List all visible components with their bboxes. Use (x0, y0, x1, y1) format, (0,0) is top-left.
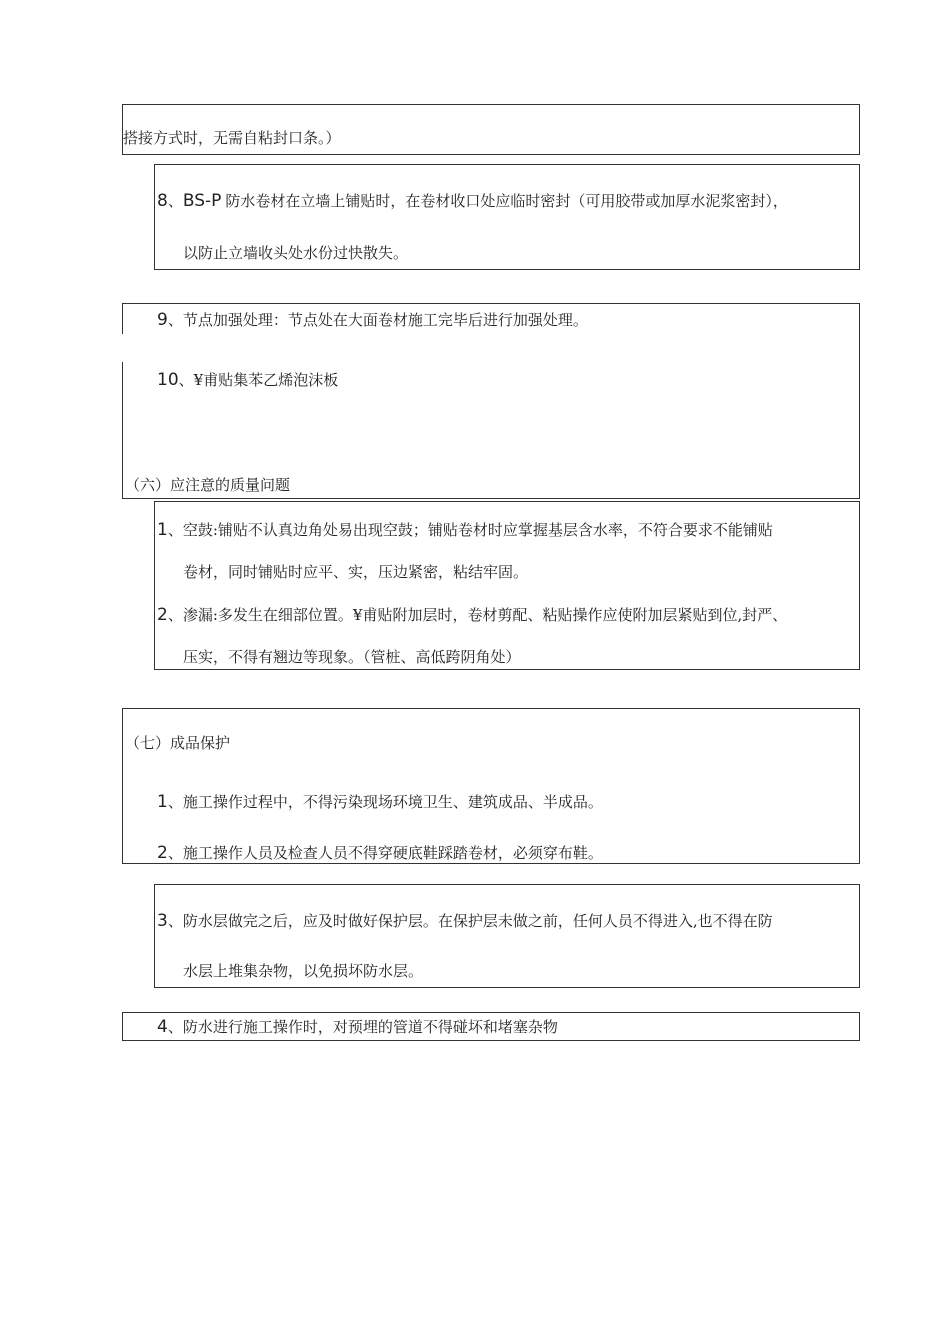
item-8-line1 (157, 191, 788, 211)
protection-item-2-text: 施工操作人员及检查人员不得穿硬底鞋踩踏卷材，必须穿布鞋。 (182, 844, 603, 862)
item-8-number: 8 (157, 191, 168, 211)
protection-item-3-separator: 、 (167, 912, 183, 930)
text-block-3 (122, 303, 860, 499)
block1-line1: 搭接方式时，无需自粘封口条。） (123, 129, 341, 147)
protection-item-4-number: 4 (157, 1017, 168, 1037)
quality-item-2-line1 (157, 605, 787, 625)
item-9-text: 节点加强处理：节点处在大面卷材施工完毕后进行加强处理。 (182, 311, 588, 329)
item-8-text: 防水卷材在立墙上铺贴时，在卷材收口处应临时密封（可用胶带或加厚水泥浆密封）， (225, 192, 788, 210)
protection-item-4-separator: 、 (167, 1018, 183, 1036)
item-10-line (157, 370, 338, 390)
quality-item-2-number: 2 (157, 605, 168, 625)
protection-item-1-line (157, 792, 603, 812)
item-8-prefix: BS-P (182, 191, 222, 211)
protection-item-3-line2: 水层上堆集杂物，以免损坏防水层。 (183, 962, 424, 980)
quality-item-1-line1 (157, 520, 773, 540)
item-8-separator: 、 (167, 192, 183, 210)
protection-item-3-text: 防水层做完之后，应及时做好保护层。在保护层未做之前，任何人员不得进入,也不得在防 (182, 912, 773, 930)
protection-item-3-line1 (157, 911, 773, 931)
text-block-5 (122, 708, 860, 864)
protection-item-2-number: 2 (157, 843, 168, 863)
protection-item-1-number: 1 (157, 792, 168, 812)
quality-item-2-line2: 压实，不得有翘边等现象。（管桩、高低跨阴角处） (183, 648, 521, 666)
item-9-number: 9 (157, 310, 168, 330)
item-8-line2: 以防止立墙收头处水份过快散失。 (183, 244, 409, 262)
quality-item-1-separator: 、 (167, 521, 183, 539)
section-6-heading: （六）应注意的质量问题 (125, 476, 291, 494)
quality-item-2-text: 渗漏:多发生在细部位置。¥甫贴附加层时，卷材剪配、粘贴操作应使附加层紧贴到位,封严、 (182, 606, 788, 624)
protection-item-1-separator: 、 (167, 793, 183, 811)
quality-item-2-separator: 、 (167, 606, 183, 624)
item-10-number: 10 (157, 370, 179, 390)
quality-item-1-line2: 卷材，同时铺贴时应平、实，压边紧密，粘结牢固。 (183, 563, 529, 581)
quality-item-1-text: 空鼓:铺贴不认真边角处易出现空鼓；铺贴卷材时应掌握基层含水率，不符合要求不能铺贴 (182, 521, 773, 539)
protection-item-3-number: 3 (157, 911, 168, 931)
protection-item-2-separator: 、 (167, 844, 183, 862)
item-10-separator: 、 (178, 371, 194, 389)
section-7-heading: （七）成品保护 (125, 734, 231, 752)
item-9-separator: 、 (167, 311, 183, 329)
margin-tick (122, 334, 123, 362)
protection-item-4-line (157, 1017, 558, 1037)
item-10-text: ¥甫贴集苯乙烯泡沫板 (193, 371, 339, 389)
item-9-line (157, 310, 588, 330)
quality-item-1-number: 1 (157, 520, 168, 540)
protection-item-4-text: 防水进行施工操作时，对预埋的管道不得碰坏和堵塞杂物 (182, 1018, 558, 1036)
protection-item-2-line (157, 843, 603, 863)
protection-item-1-text: 施工操作过程中，不得污染现场环境卫生、建筑成品、半成品。 (182, 793, 603, 811)
